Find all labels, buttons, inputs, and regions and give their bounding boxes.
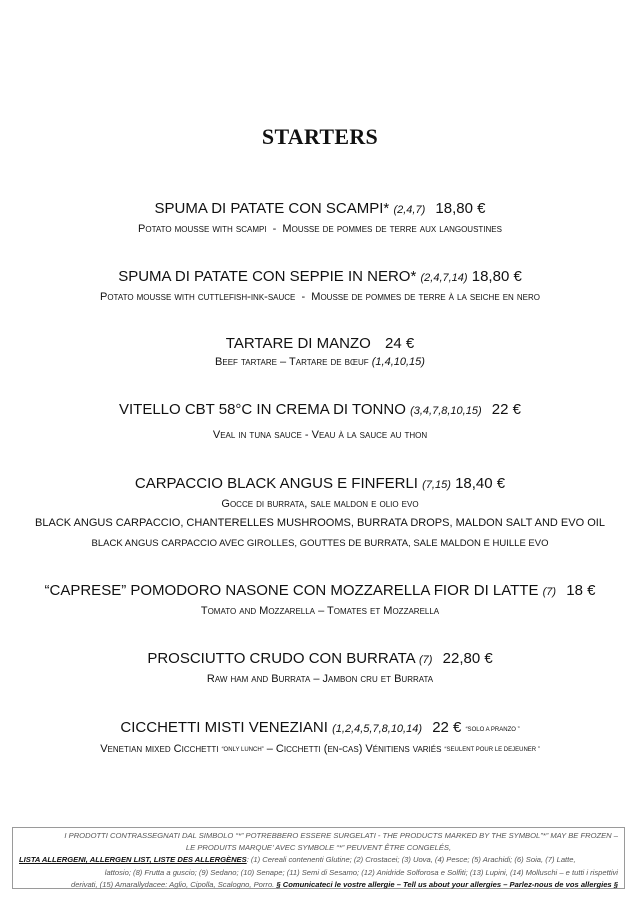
menu-item <box>0 581 640 621</box>
dish-name-line <box>0 334 640 353</box>
dish-price: 24 € <box>384 335 415 352</box>
dish-name: SPUMA DI PATATE CON SCAMPI* <box>154 200 390 217</box>
dish-translation-french: – Cicchetti (en-cas) Vénitiens variés <box>266 743 442 755</box>
page-title: STARTERS <box>261 124 379 149</box>
dish-description: Gocce di burrata, sale maldon e olio evo <box>221 498 419 510</box>
dish-name: VITELLO CBT 58°C IN CREMA DI TONNO <box>118 401 406 418</box>
dish-price: 18,40 € <box>455 475 506 492</box>
dish-price: 22 € <box>491 401 521 418</box>
dish-allergens: (1,2,4,5,7,8,10,14) <box>332 723 423 735</box>
dish-translation: Potato mousse with scampi - Mousse de pommes de terre aux langoustines <box>138 223 502 235</box>
dish-name-line <box>0 400 640 421</box>
allergen-list-line-3 <box>19 879 618 891</box>
dish-translation-line <box>0 740 640 760</box>
dish-allergens: (1,4,10,15) <box>371 356 425 368</box>
dish-price: 22 € <box>432 719 462 736</box>
dish-name-line <box>0 267 640 288</box>
dish-name: PROSCIUTTO CRUDO CON BURRATA <box>147 650 415 667</box>
dish-allergens: (3,4,7,8,10,15) <box>410 405 482 417</box>
dish-allergens: (7,15) <box>422 479 451 491</box>
dish-name-line <box>0 718 640 740</box>
dish-translation-french: BLACK ANGUS CARPACCIO AVEC GIROLLES, GOUTTES DE BURRATA, SALE MALDON E HUILLE EVO <box>91 538 549 549</box>
menu-item <box>0 718 640 760</box>
dish-translation: Beef tartare – Tartare de bœuf <box>215 356 369 368</box>
menu-item <box>0 334 640 372</box>
menu-item <box>0 649 640 689</box>
dish-translation: Potato mousse with cuttlefish-ink-sauce - Mousse de pommes de terre à la seiche en nero <box>100 291 540 303</box>
dish-name-line <box>0 649 640 670</box>
lunch-only-note-english: “ONLY LUNCH” <box>221 747 264 753</box>
allergen-list-line-2: lattosio; (8) Frutta a guscio; (9) Sedano; (10) Senape; (11) Semi di Sesamo; (12) Anidride Solforosa e Solfiti; (13) Lupini, (14) Molluschi – e tutti i rispettivi <box>104 867 618 877</box>
dish-name: SPUMA DI PATATE CON SEPPIE IN NERO* <box>118 268 417 285</box>
dish-translation: Tomato and Mozzarella – Tomates et Mozzarella <box>200 605 440 617</box>
allergen-list-items-3: derivati, (15) Amarallydacee: Aglio, Cipolla, Scalogno, Porro. <box>70 879 275 889</box>
menu-item <box>0 267 640 307</box>
menu-item <box>0 474 640 553</box>
dish-allergens: (7) <box>542 586 557 598</box>
dish-translation: Veal in tuna sauce - Veau à la sauce au thon <box>212 429 428 441</box>
dish-name: “CAPRESE” POMODORO NASONE CON MOZZARELLA FIOR DI LATTE <box>44 582 539 599</box>
lunch-only-note-french: “SEULENT POUR LE DEJEUNER ” <box>444 747 540 753</box>
menu-item <box>0 400 640 445</box>
dish-translation-line <box>0 353 640 372</box>
allergen-list-items-1: : (1) Cereali contenenti Glutine; (2) Crostacei; (3) Uova, (4) Pesce; (5) Arachidi; (6) Soia, (7) Latte, <box>246 855 576 865</box>
allergen-list-heading: LISTA ALLERGENI, ALLERGEN LIST, LISTE DES ALLERGÈNES <box>19 855 247 865</box>
dish-name-line <box>0 581 640 602</box>
lunch-only-note: “SOLO A PRANZO ” <box>465 727 520 733</box>
dish-allergens: (2,4,7) <box>393 204 426 216</box>
dish-translation: Raw ham and Burrata – Jambon cru et Burrata <box>206 673 434 685</box>
menu-item <box>0 199 640 239</box>
allergen-notice-box <box>12 827 625 889</box>
dish-name: CICCHETTI MISTI VENEZIANI <box>120 719 328 736</box>
dish-translation-english: BLACK ANGUS CARPACCIO, CHANTERELLES MUSHROOMS, BURRATA DROPS, MALDON SALT AND EVO OIL <box>35 517 605 529</box>
dish-name: TARTARE DI MANZO <box>225 335 371 352</box>
dish-price: 18 € <box>566 582 596 599</box>
allergy-contact-notice: § Comunicateci le vostre allergie – Tell us about your allergies – Parlez-nous de vos allergies § <box>276 879 618 889</box>
dish-price: 18,80 € <box>471 268 522 285</box>
dish-allergens: (2,4,7,14) <box>420 272 468 284</box>
dish-name-line <box>0 199 640 220</box>
frozen-notice-line-2: LE PRODUITS MARQUE’ AVEC SYMBOLE “*” PEUVENT ÊTRE CONGELÉS, <box>185 843 452 853</box>
dish-price: 18,80 € <box>435 200 486 217</box>
dish-name: CARPACCIO BLACK ANGUS E FINFERLI <box>134 475 418 492</box>
frozen-notice-line-1: I PRODOTTI CONTRASSEGNATI DAL SIMBOLO “*” POTREBBERO ESSERE SURGELATI - THE PRODUCTS MARKED BY THE SYMBOL”*” MAY BE FROZEN – <box>64 831 618 840</box>
dish-price: 22,80 € <box>442 650 493 667</box>
dish-allergens: (7) <box>419 654 433 666</box>
allergen-list-line-1 <box>19 854 618 866</box>
dish-translation-english: Venetian mixed Cicchetti <box>100 743 219 755</box>
dish-name-line <box>0 474 640 495</box>
